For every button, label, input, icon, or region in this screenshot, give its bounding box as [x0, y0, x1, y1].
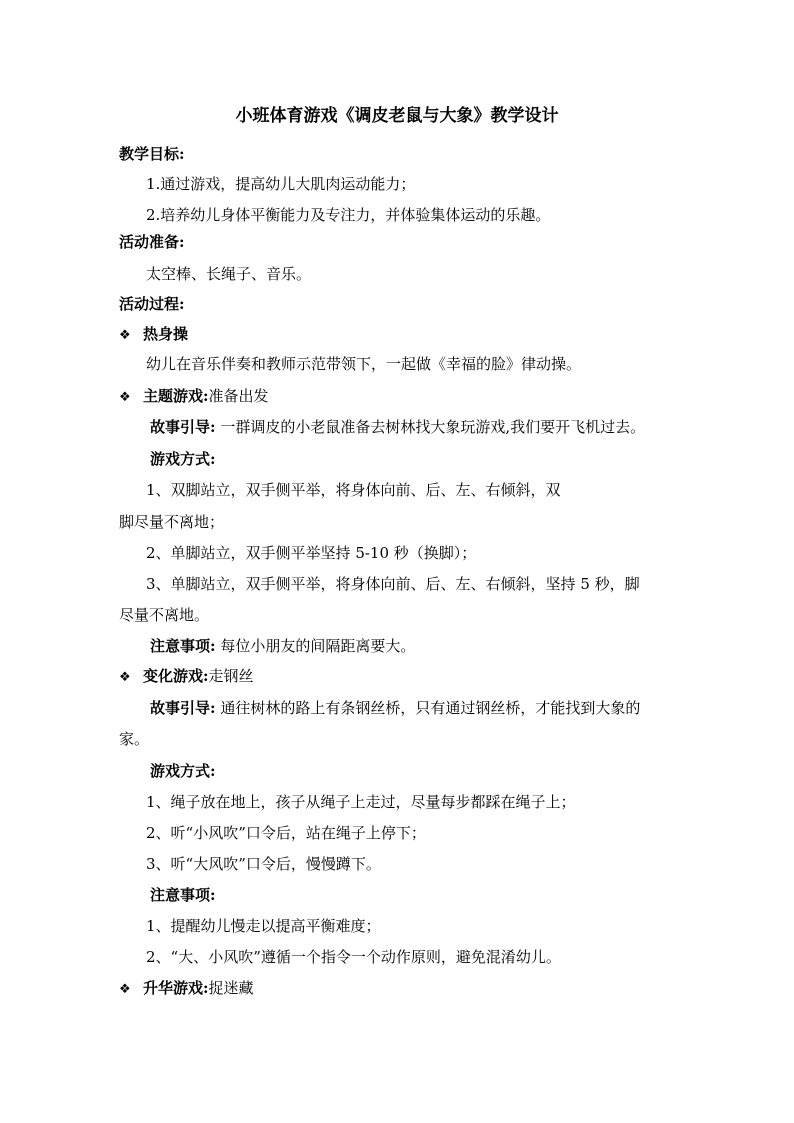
warmup-heading: 热身操	[143, 325, 189, 343]
theme-note-label: 注意事项:	[150, 637, 216, 655]
theme-story-line	[150, 417, 645, 437]
warmup-text: 幼儿在音乐伴奏和教师示范带领下，一起做《幸福的脸》律动操。	[146, 355, 582, 373]
prep-heading: 活动准备:	[119, 233, 185, 251]
theme-method-label: 游戏方式:	[150, 450, 216, 468]
upgrade-game-label: 升华游戏:	[143, 979, 209, 997]
theme-story-text: 一群调皮的小老鼠准备去树林找大象玩游戏,我们要开飞机过去。	[215, 418, 646, 436]
upgrade-game-name: 捉迷藏	[208, 979, 254, 997]
process-heading: 活动过程:	[119, 295, 185, 313]
theme-story-label: 故事引导:	[150, 418, 216, 436]
variation-game-name: 走钢丝	[208, 667, 254, 685]
variation-step-1: 1、绳子放在地上，孩子从绳子上走过，尽量每步都踩在绳子上；	[146, 793, 576, 811]
variation-game-heading-line	[119, 666, 254, 686]
diamond-bullet-icon: ❖	[119, 390, 131, 405]
diamond-bullet-icon: ❖	[119, 982, 131, 997]
theme-note-text: 每位小朋友的间隔距离要大。	[215, 637, 416, 655]
theme-step2: 2、单脚站立，双手侧平举坚持 5-10 秒（换脚）；	[146, 544, 477, 562]
variation-method-label: 游戏方式:	[150, 762, 216, 780]
theme-step3-line1: 3、单脚站立，双手侧平举，将身体向前、后、左、右倾斜，坚持 5 秒，脚	[146, 575, 640, 593]
theme-game-heading-line	[119, 386, 269, 406]
variation-game-label: 变化游戏:	[143, 667, 209, 685]
theme-note-line	[150, 636, 415, 656]
prep-text: 太空棒、长绳子、音乐。	[146, 265, 312, 283]
theme-step1-line2: 脚尽量不离地；	[119, 513, 225, 531]
diamond-bullet-icon: ❖	[119, 670, 131, 685]
goals-heading: 教学目标:	[119, 145, 185, 163]
variation-step-2: 2、听“小风吹”口令后，站在绳子上停下；	[146, 824, 426, 842]
theme-game-label: 主题游戏:	[143, 387, 209, 405]
document-title: 小班体育游戏《调皮老鼠与大象》教学设计	[235, 106, 559, 126]
theme-step1-line1: 1、双脚站立，双手侧平举，将身体向前、后、左、右倾斜，双	[146, 481, 561, 499]
theme-step3-line2: 尽量不离地。	[119, 606, 210, 624]
variation-story-label: 故事引导:	[150, 699, 216, 717]
upgrade-game-heading-line	[119, 978, 254, 998]
theme-game-name: 准备出发	[208, 387, 269, 405]
variation-story-line2: 家。	[119, 730, 150, 748]
variation-step-3: 3、听“大风吹”口令后，慢慢蹲下。	[146, 855, 381, 873]
variation-note-1: 1、提醒幼儿慢走以提高平衡难度；	[146, 917, 381, 935]
goal-item-1: 1.通过游戏，提高幼儿大肌肉运动能力；	[146, 175, 416, 193]
goal-item-2: 2.培养幼儿身体平衡能力及专注力，并体验集体运动的乐趣。	[146, 206, 551, 224]
variation-note-2: 2、“大、小风吹”遵循一个指令一个动作原则，避免混淆幼儿。	[146, 948, 561, 966]
variation-story-line	[150, 698, 640, 718]
variation-story-text: 通往树林的路上有条钢丝桥，只有通过钢丝桥，才能找到大象的	[215, 699, 641, 717]
warmup-heading-line	[119, 324, 188, 344]
diamond-bullet-icon: ❖	[119, 328, 131, 343]
variation-note-label: 注意事项:	[150, 886, 216, 904]
